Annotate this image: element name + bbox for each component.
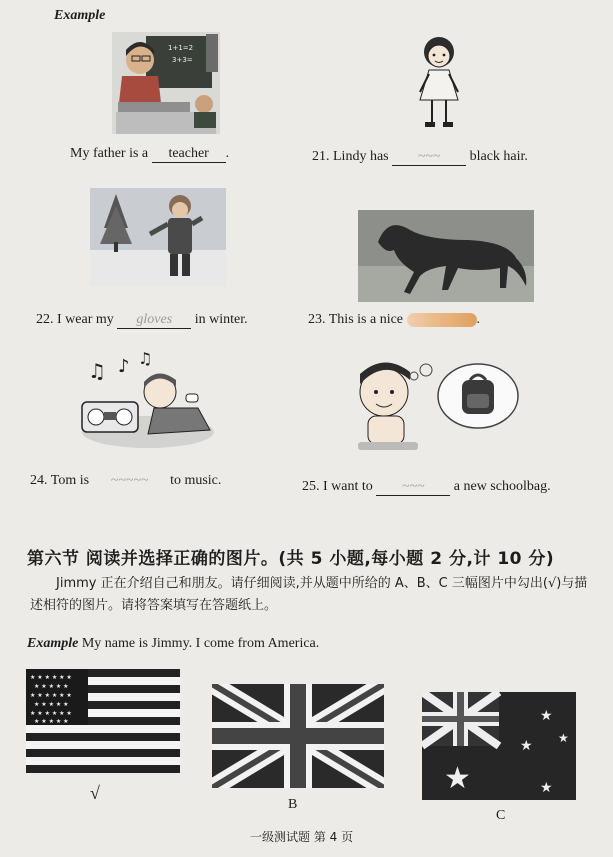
- question-24: 24. Tom is ~~~~~ to music.: [30, 473, 222, 488]
- svg-text:★: ★: [520, 738, 533, 754]
- question-23: 23. This is a nice .: [308, 312, 481, 327]
- section-6-instructions: Jimmy 正在介绍自己和朋友。请仔细阅读,并从题中所给的 A、B、C 三幅图片中勾出(√)与描述相符的图片。请将答案填写在答题纸上。: [30, 576, 588, 613]
- svg-text:♪: ♪: [118, 356, 130, 377]
- boy-thinking-schoolbag-icon: [350, 358, 522, 458]
- question-25: 25. I want to ~~~ a new schoolbag.: [302, 479, 551, 494]
- flag-b-label: B: [288, 797, 298, 812]
- flag-a-mark: √: [90, 783, 100, 803]
- answer-24-blank[interactable]: ~~~~~: [110, 473, 149, 488]
- example-answer: teacher: [152, 146, 226, 163]
- winter-child-icon: [90, 188, 226, 286]
- svg-text:★ ★ ★ ★ ★: ★ ★ ★ ★ ★: [34, 718, 69, 725]
- svg-text:★ ★ ★ ★ ★ ★: ★ ★ ★ ★ ★ ★: [30, 692, 72, 699]
- page-footer: 一级测试题 第 4 页: [250, 830, 354, 844]
- australia-flag-icon[interactable]: [422, 692, 576, 800]
- svg-text:★ ★ ★ ★ ★ ★: ★ ★ ★ ★ ★ ★: [30, 710, 72, 717]
- question-21: 21. Lindy has ~~~ black hair.: [312, 149, 528, 164]
- svg-text:★ ★ ★ ★ ★ ★: ★ ★ ★ ★ ★ ★: [30, 674, 72, 681]
- girl-icon: [412, 36, 466, 134]
- answer-25-blank[interactable]: ~~~: [376, 479, 450, 496]
- svg-text:★: ★: [444, 761, 471, 796]
- svg-text:★ ★ ★ ★ ★: ★ ★ ★ ★ ★: [34, 701, 69, 708]
- answer-23-blank[interactable]: [407, 313, 477, 327]
- answer-22-blank[interactable]: gloves: [117, 312, 191, 329]
- svg-text:3+3=: 3+3=: [172, 56, 193, 64]
- section-6-example: [27, 636, 319, 652]
- flag-c-label: C: [496, 808, 506, 823]
- answer-21-blank[interactable]: ~~~: [392, 149, 466, 166]
- svg-text:♫: ♫: [138, 350, 153, 368]
- example-text: My name is Jimmy. I come from America.: [81, 636, 320, 651]
- svg-text:★ ★ ★ ★ ★: ★ ★ ★ ★ ★: [34, 683, 69, 690]
- boy-listening-music-icon: [78, 350, 216, 450]
- uk-flag-icon[interactable]: [212, 684, 384, 788]
- example-label: Example: [27, 636, 79, 651]
- section-6-title: 第六节 阅读并选择正确的图片。(共 5 小题,每小题 2 分,计 10 分): [27, 549, 555, 569]
- teacher-icon: [112, 32, 220, 134]
- svg-text:★: ★: [540, 708, 553, 724]
- svg-text:★: ★: [540, 780, 553, 796]
- svg-text:1+1=2: 1+1=2: [168, 44, 194, 52]
- usa-flag-icon[interactable]: [26, 669, 180, 773]
- svg-text:♫: ♫: [88, 359, 106, 383]
- horse-icon: [358, 210, 534, 302]
- example-sentence: My father is a teacher .: [70, 146, 230, 161]
- svg-text:★: ★: [558, 731, 569, 745]
- example-heading: Example: [54, 8, 106, 23]
- question-22: 22. I wear my gloves in winter.: [36, 312, 248, 327]
